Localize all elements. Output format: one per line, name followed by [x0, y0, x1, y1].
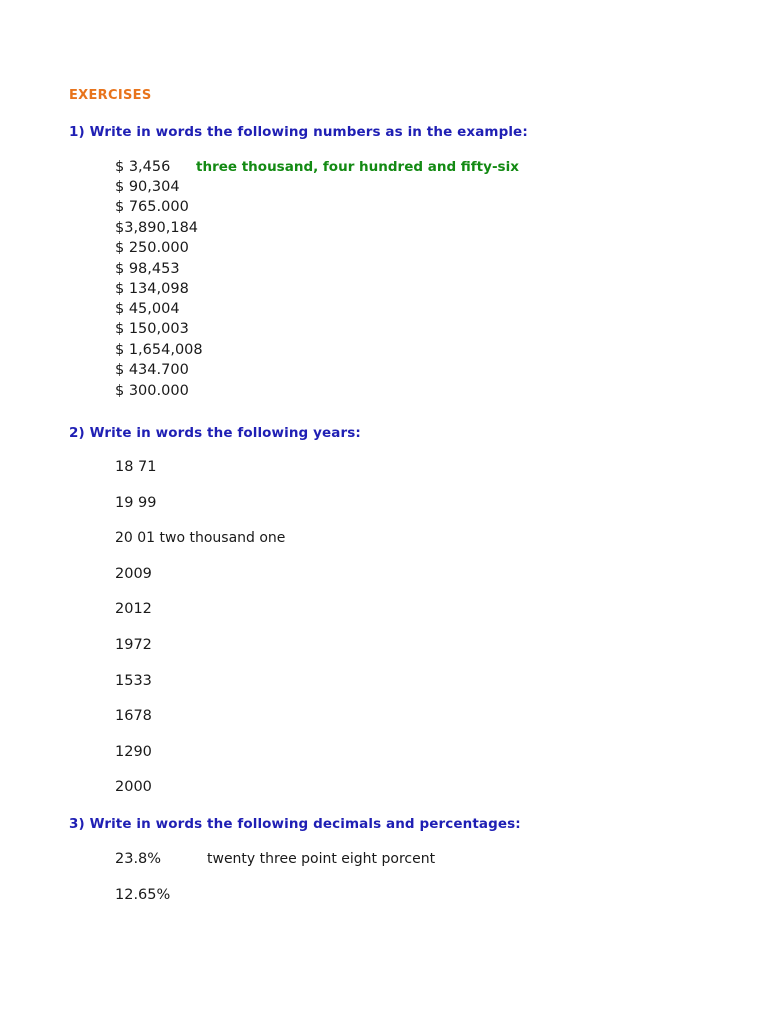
question-3-heading: 3) Write in words the following decimals and percentages:: [69, 816, 521, 832]
year-item: 18 71: [115, 459, 157, 475]
amount-item: $ 765.000: [115, 199, 189, 215]
year-item: 20 01 two thousand one: [115, 530, 286, 546]
year-item: 1972: [115, 637, 152, 653]
year-item: 2000: [115, 779, 152, 795]
year-item: 1533: [115, 673, 152, 689]
year-item: 19 99: [115, 495, 157, 511]
year-item: 1678: [115, 708, 152, 724]
amount-item: $ 134,098: [115, 281, 189, 297]
amount-item: $ 150,003: [115, 321, 189, 337]
question-1-heading: 1) Write in words the following numbers as in the example:: [69, 124, 528, 140]
question-2-heading: 2) Write in words the following years:: [69, 425, 361, 441]
amount-item: $ 3,456: [115, 159, 171, 175]
percentage-value: 23.8%: [115, 851, 162, 867]
year-item: 2009: [115, 566, 152, 582]
amount-item: $3,890,184: [115, 220, 199, 236]
amount-item: $ 90,304: [115, 179, 180, 195]
page-title: EXERCISES: [69, 88, 152, 103]
amount-item: $ 300.000: [115, 383, 189, 399]
percentage-words: twenty three point eight porcent: [207, 851, 436, 867]
year-item: 1290: [115, 744, 152, 760]
percentage-value: 12.65%: [115, 887, 171, 903]
amount-item: $ 45,004: [115, 301, 180, 317]
amount-item: $ 98,453: [115, 261, 180, 277]
amount-item: $ 1,654,008: [115, 342, 203, 358]
year-item: 2012: [115, 601, 152, 617]
amount-item: $ 434.700: [115, 362, 189, 378]
example-answer: three thousand, four hundred and fifty-six: [196, 159, 519, 175]
amount-item: $ 250.000: [115, 240, 189, 256]
